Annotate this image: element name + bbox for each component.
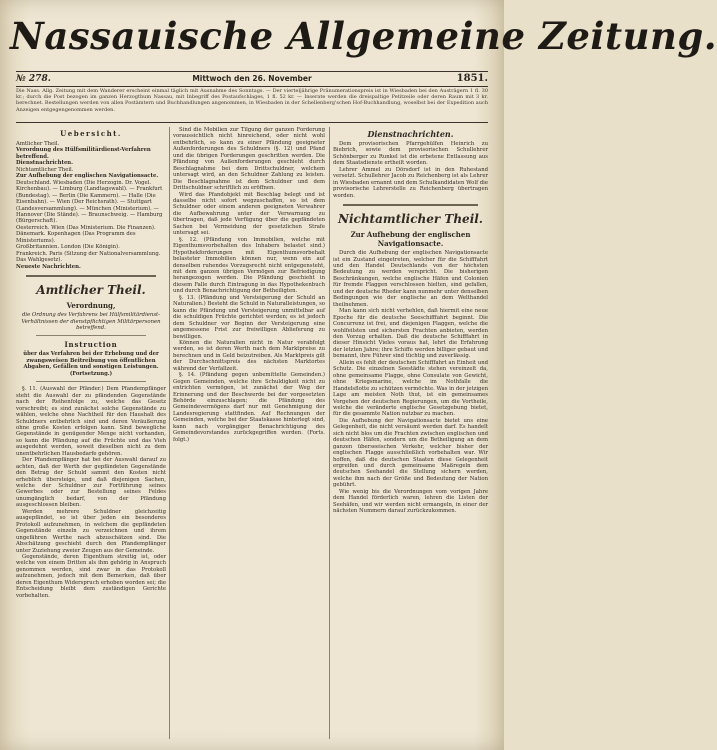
section-heading-nichtamtlich: Nichtamtlicher Theil. [338,212,483,227]
divider [36,335,146,336]
toc-heading: Uebersicht. [60,129,122,138]
paragraph: Wie wenig bis die Verordnungen vom vorigen Jahre dem Handel förderlich waren, lehren die Listen der Seehäfen, und wir werden nicht ermangeln, in einer der nächsten Nummern darauf zurückzukommen. [333,488,488,515]
issue-date: Mittwoch den 26. November [192,74,312,83]
paragraph: Lehrer Ammel zu Dörsdorf ist in den Ruhestand versetzt. Schullehrer Jacob zu Reichenberg ist als Lehrer in Wiesbaden ernannt und dem Schulkandidaten Wolf die provisorische Lehrerstelle zu Reichenberg übertragen worden. [333,166,488,199]
paragraph: Sind die Mobilien zur Tilgung der ganzen Forderung voraussichtlich nicht hinreichend, oder nicht wohl entbehrlich, so kann zu einer Pfändung geeigneter Außenforderungen des Schuldners (§. 12) und Pfand und die übrigen Forderungen geschritten werden. Die Pfändung von Außenforderungen geschieht durch Beschlagnahme bei dem Drittschuldner, welchem untersagt wird, an den Schuldner Zahlung zu leisten. Die Beschlagnahme ist dem Schuldner und dem Drittschuldner schriftlich zu eröffnen. [173,127,325,192]
column-1 [16,127,166,739]
toc-item: Verordnung des Hülfsmilitärdienst-Verfahren betreffend. [16,147,151,160]
paragraph: Man kann sich nicht verhehlen, daß hiermit eine neue Epoche für die deutsche Seeschifffahrt beginnt. Die Concurrenz ist frei, und diejenigen Flaggen, welche die wohlfeilsten und sichersten Frachten anbieten, werden den Vorzug erhalten. Daß die deutsche Schifffahrt in dieser Hinsicht Vieles voraus hat, lehrt die Erfahrung der letzten Jahre; ihre Schiffe werden billiger gebaut und bemannt, ihre Führer sind tüchtig und zuverlässig. [333,308,488,360]
ordinance-heading: Verordnung, [66,301,116,311]
masthead-title: Nassauische Allgemeine Zeitung. [10,14,717,58]
column-3 [333,127,488,739]
ordinance-subtitle: die Ordnung des Verfahrens bei Hülfsmilitärdienst-Verhältnissen der dienstpflichtigen Militärpersonen betreffend. [21,312,161,331]
toc-item: Dänemark. Kopenhagen (Das Programm des Ministeriums). [16,231,136,244]
paragraph: Durch die Aufhebung der englischen Navigationsacte ist ein Zustand eingetreten, welcher für die Schifffahrt und den Handel Deutschlands von der höchsten Bedeutung zu werden verspricht. Die bisherigen Beschränkungen, welche englische Häfen und Colonien für fremde Flaggen verschlossen hielten, sind gefallen, und der deutsche Rheder kann nunmehr unter denselben Bedingungen wie der englische an dem Welthandel theilnehmen. [333,250,488,308]
article-heading: Zur Aufhebung der englischen Navigationsacte. [350,230,471,249]
section-divider [343,204,478,206]
paragraph: §. 13. (Pfändung und Versteigerung der Schuld an Naturalien.) Besteht die Schuld in Naturalleistungen, so kann die Pfändung und Versteigerung unmittelbar auf die schuldigen Früchte gerichtet werden; es ist jedoch dem Schuldner vor Beginn der Versteigerung eine angemessene Frist zur freiwilligen Ablieferung zu bewilligen. [173,294,325,340]
toc-item: Frankreich. Paris (Sitzung der Nationalversammlung. Das Wahlgesetz). [16,250,161,264]
appointments-heading: Dienstnachrichten. [367,129,454,139]
paragraph: §. 11. (Auswahl der Pfänder.) Dem Pfandempfänger steht die Auswahl der zu pfändenden Gegenstände nach der Reihenfolge zu, welche das Gesetz vorschreibt; es sind zunächst solche Gegenstände zu wählen, welche ohne Nachtheil für den Haushalt des Schuldners entbehrlich sind und deren Veräußerung ohne große Kosten erfolgen kann. Sind bewegliche Gegenstände in genügender Menge nicht vorhanden, so kann die Pfändung auf die Früchte und das Vieh ausgedehnt werden, soweit dieselben nicht zu dem unentbehrlichen Hausbedarfe gehören. [16,386,166,457]
paragraph: Werden mehrere Schuldner gleichzeitig ausgepfändet, so ist über jeden ein besonderes Protokoll aufzunehmen, in welchem die gepfändeten Gegenstände einzeln zu verzeichnen und ihrem ungefähren Werthe nach abzuschätzen sind. Die Abschätzung geschieht durch den Pfandempfänger unter Zuziehung zweier Zeugen aus der Gemeinde. [16,508,166,554]
paragraph: Dem provisorischen Pfarrgehülfen Heinrich zu Biebrich, sowie dem provisorischen Schullehrer Schönberger zu Runkel ist die erbetene Entlassung aus dem Staatsdienste ertheilt worden. [333,141,488,167]
toc-item: Nichtamtlicher Theil. [16,166,74,173]
issue-number: № 278. [16,74,51,84]
column-2 [173,127,325,739]
issue-line [16,71,488,87]
paragraph: Allein es fehlt der deutschen Schifffahrt an Einheit und Schutz. Die einzelnen Seestädte stehen vereinzelt da, ohne gemeinsame Flagge, ohne Consulate von Gewicht, ohne Kriegsmarine, welche im Nothfalle die Handelsflotte zu schützen vermöchte. Was in der jetzigen Lage am meisten Noth thut, ist ein gemeinsames Vorgehen der deutschen Regierungen, um die Vortheile, welche die veränderte englische Gesetzgebung bietet, für die gesammte Nation nutzbar zu machen. [333,359,488,418]
paragraph: Wird das Pfandobjekt mit Beschlag belegt und ist dasselbe nicht sofort wegzuschaffen, so ist dem Schuldner oder einem anderen geeigneten Verwahrer die Aufbewahrung unter der Verwarnung zu übertragen, daß jede Verfügung über die gepfändeten Sachen bei Vermeidung der gesetzlichen Strafe untersagt sei. [173,191,325,237]
paragraph: Die Aufhebung der Navigationsacte bietet uns eine Gelegenheit, die nicht versäumt werden darf. Es handelt sich nicht blos um die Frachten zwischen englischen und deutschen Häfen, sondern um die Betheiligung an dem ganzen überseeischen Verkehr, welcher bisher der englischen Flagge ausschließlich vorbehalten war. Wir hoffen, daß die deutschen Staaten diese Gelegenheit ergreifen und durch gemeinsame Maßregeln dem deutschen Seehandel die Stellung sichern werden, welche ihm nach der Größe und Bedeutung der Nation gebührt. [333,417,488,489]
paragraph: §. 14. (Pfändung gegen unbemittelte Gemeinden.) Gegen Gemeinden, welche ihre Schuldigkeit nicht zu entrichten vermögen, ist zunächst der Weg der Erinnerung und der Beschwerde bei der vorgesetzten Behörde einzuschlagen; die Pfändung des Gemeindevermögens darf nur mit Genehmigung der Landesregierung stattfinden. Auf Rechnungen der Gemeinden, welche bei der Staatskasse hinterlegt sind, kann nach vorgängiger Benachrichtigung des Gemeindevorstandes zurückgegriffen werden. (Forts. folgt.) [173,372,325,443]
toc-item: Großbritannien. London (Die Königin). [16,244,120,251]
subscription-notice: Die Nass. Allg. Zeitung mit dem Wanderer erscheint einmal täglich mit Ausnahme des Sonntags. — Der vierteljährige Pränumerationspreis ist in Wiesbaden bei den Austrägern 1 fl. 30 kr.; durch die Post bezogen im ganzen Herzogthum Nassau, mit Inbegriff des Postaufschlages, 1 fl. 52 kr. — Inserate werden die dreispaltige Petitzeile oder deren Raum mit 3 kr. berechnet. Bestellungen werden von allen Postämtern und Buchhandlungen angenommen, in Wiesbaden in der Schellenberg'schen Hof-Buchhandlung, woselbst bei der Expedition auch Anzeigen entgegengenommen werden. [16,88,488,123]
paragraph: Der Pfandempfänger hat bei der Auswahl darauf zu achten, daß der Werth der gepfändeten Gegenstände den Betrag der Schuld sammt den Kosten nicht erheblich übersteige, und daß diejenigen Sachen, welche der Schuldner zur Fortführung seines Gewerbes oder zur Bestellung seines Feldes unumgänglich bedarf, von der Pfändung ausgeschlossen bleiben. [16,457,166,509]
column-rule [169,127,170,739]
toc-item: Neueste Nachrichten. [16,263,81,270]
issue-year: 1851. [456,73,488,84]
paragraph: Gegenstände, deren Eigenthum streitig ist, oder welche von einem Dritten als ihm gehörig in Anspruch genommen werden, sind zwar in das Protokoll aufzunehmen, jedoch mit dem Bemerken, daß über deren Eigenthum Widerspruch erhoben worden sei; die Entscheidung bleibt dem zuständigen Gerichte vorbehalten. [16,554,166,599]
instruction-heading: Instruction [64,340,118,350]
toc-item: Dienstnachrichten. [16,160,74,167]
divider [36,381,146,382]
toc-item: Deutschland. Wiesbaden (Die Herzogin. Dr. Vogel. Kirchenbau). — Limburg (Landtagswahl). — Frankfurt (Bundestag). — Berlin (Die Kammern). — Halle (Die Eisenbahn). — Wien (Der Reichsrath). — Stuttgart (Landesversammlung). — München (Ministerium). — Hannover (Die Stände). — Braunschweig. — Hamburg (Bürgerschaft). [16,179,163,225]
column-rule [329,127,330,739]
toc-item: Amtlicher Theil. [16,141,60,147]
paragraph: §. 12. (Pfändung von Immobilien, welche mit Eigenthumsvorbehalten des Inhabers belastet sind.) Hypothekforderungen mit Eigenthumsvorbehalt belasteter Immobilien können nur, wenn ein auf denselben ruhendes Vorzugsrecht nicht entgegensteht, mit dem ganzen übrigen Vermögen zur Befriedigung herangezogen werden. Die Pfändung geschieht in diesem Falle durch Eintragung in das Hypothekenbuch und durch Benachrichtigung der Betheiligten. [173,236,325,295]
instruction-subtitle: über das Verfahren bei der Erhebung und der zwangsweisen Beitreibung von öffentlichen Abgaben, Gefällen und sonstigen Leistungen. (Fortsetzung.) [23,351,159,377]
toc-item: Oesterreich. Wien (Das Ministerium. Die Finanzen). [16,224,156,231]
section-heading-amtlich: Amtlicher Theil. [36,283,146,298]
paragraph: Können die Naturalien nicht in Natur verabfolgt werden, so ist deren Werth nach dem Marktpreise zu berechnen und in Geld beizutreiben. Als Marktpreis gilt der Durchschnittspreis des nächsten Marktortes während der Verfallzeit. [173,339,325,372]
section-divider [26,275,156,277]
toc-item: Zur Aufhebung der englischen Navigationsacte. [16,173,159,180]
